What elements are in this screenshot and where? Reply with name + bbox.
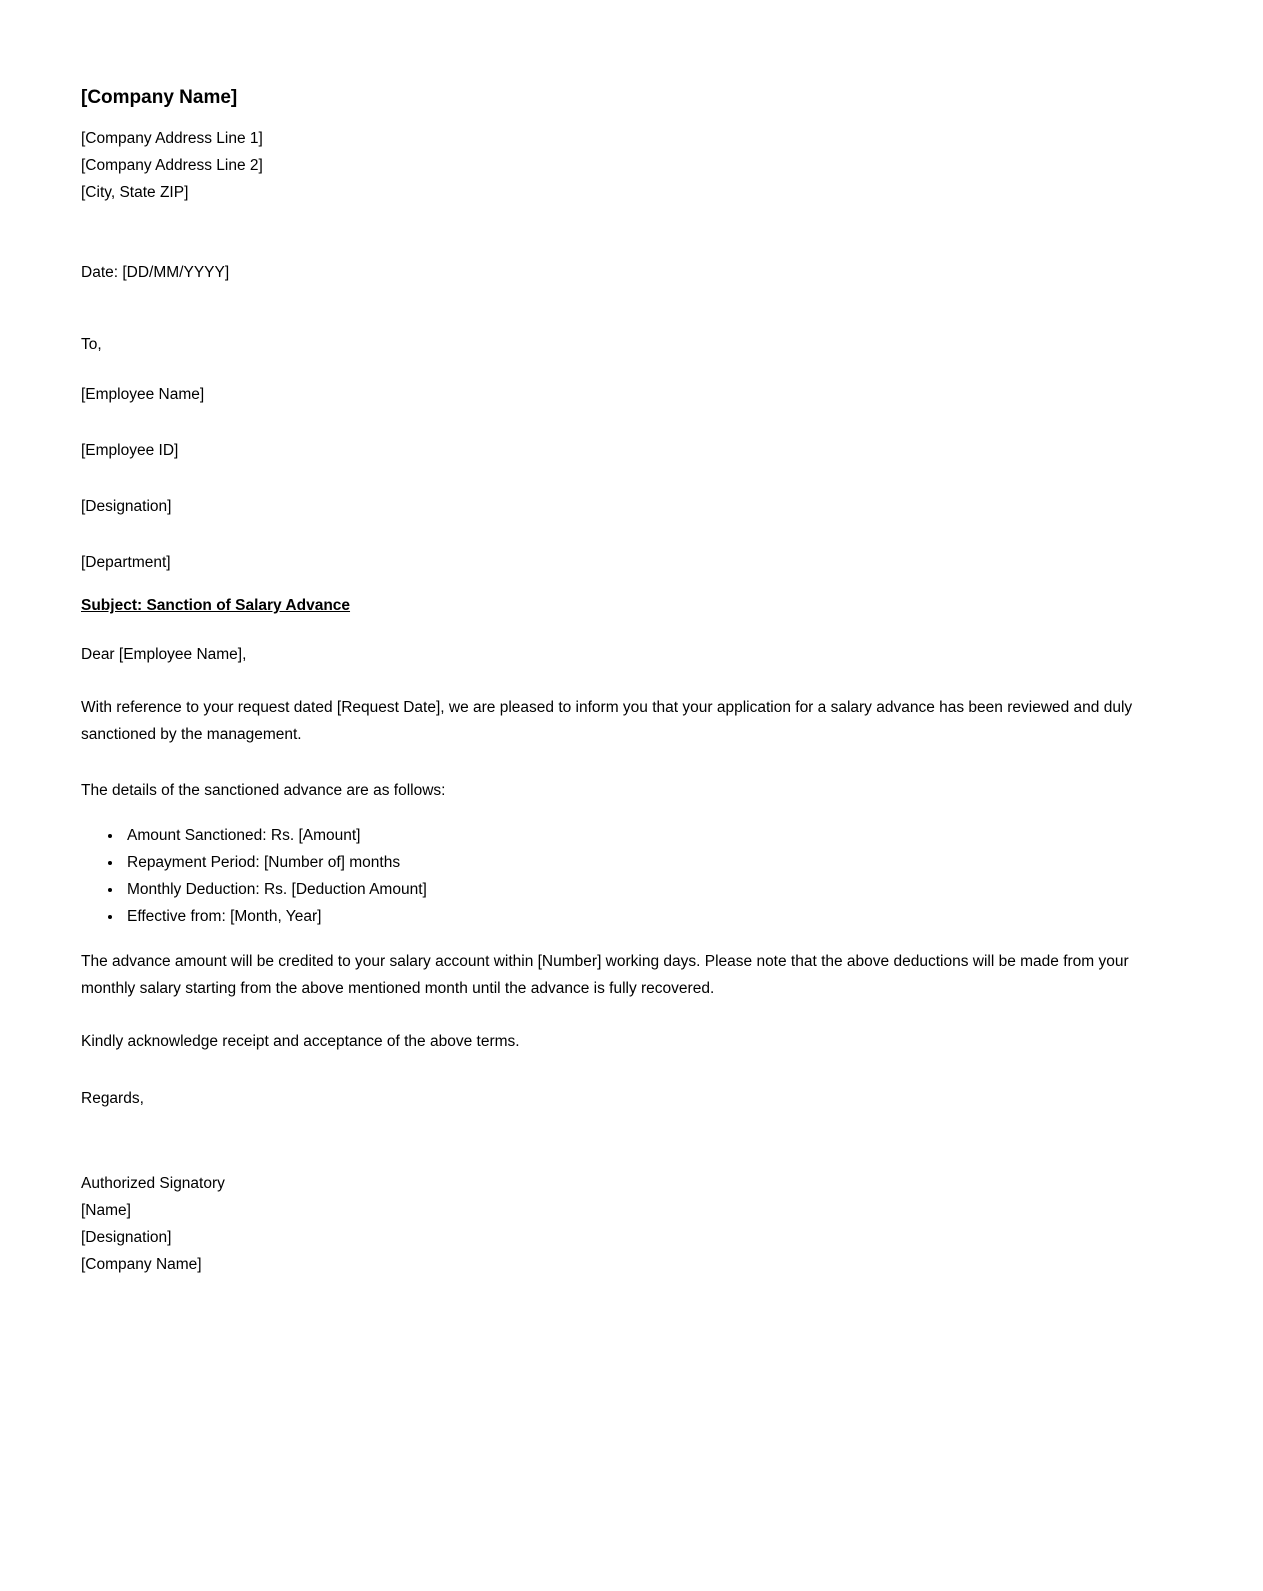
acknowledge-line: Kindly acknowledge receipt and acceptance of the above terms. — [81, 1033, 520, 1050]
company-address-line-1: [Company Address Line 1] — [81, 130, 263, 147]
signature-company-name: [Company Name] — [81, 1256, 202, 1273]
company-address-block — [81, 125, 1151, 206]
recipient-designation: [Designation] — [81, 498, 172, 515]
closing-regards-line: Regards, — [81, 1090, 144, 1107]
company-name-heading: [Company Name] — [81, 87, 238, 108]
signature-authorized-signatory: Authorized Signatory — [81, 1175, 225, 1192]
detail-monthly-deduction: • Monthly Deduction: Rs. [Deduction Amount] — [123, 876, 1151, 903]
company-address-line-2: [Company Address Line 2] — [81, 157, 263, 174]
intro-paragraph: With reference to your request dated [Request Date], we are pleased to inform you that your application for a salary advance has been reviewed and duly sanctioned by the management. — [81, 699, 1133, 743]
recipient-to-label: To, — [81, 336, 102, 353]
detail-repayment-period: • Repayment Period: [Number of] months — [123, 849, 1151, 876]
credit-paragraph: The advance amount will be credited to your salary account within [Number] working days. Please note that the above deductions will be made from your monthly salary starting from the above mentioned month until the advance is fully recovered. — [81, 953, 1129, 997]
subject-line: Subject: Sanction of Salary Advance — [81, 597, 351, 614]
detail-amount-sanctioned: • Amount Sanctioned: Rs. [Amount] — [123, 822, 1151, 849]
signature-designation: [Designation] — [81, 1229, 172, 1246]
recipient-department: [Department] — [81, 554, 171, 571]
recipient-employee-id: [Employee ID] — [81, 442, 179, 459]
signature-name: [Name] — [81, 1202, 131, 1219]
signature-block — [81, 1170, 1151, 1278]
date-line: Date: [DD/MM/YYYY] — [81, 264, 230, 281]
company-city-state-zip: [City, State ZIP] — [81, 184, 189, 201]
detail-effective-from: • Effective from: [Month, Year] — [123, 903, 1151, 930]
sanction-details-list — [81, 822, 1151, 930]
recipient-employee-name: [Employee Name] — [81, 386, 205, 403]
details-lead-line: The details of the sanctioned advance are as follows: — [81, 782, 446, 799]
greeting-line: Dear [Employee Name], — [81, 646, 247, 663]
